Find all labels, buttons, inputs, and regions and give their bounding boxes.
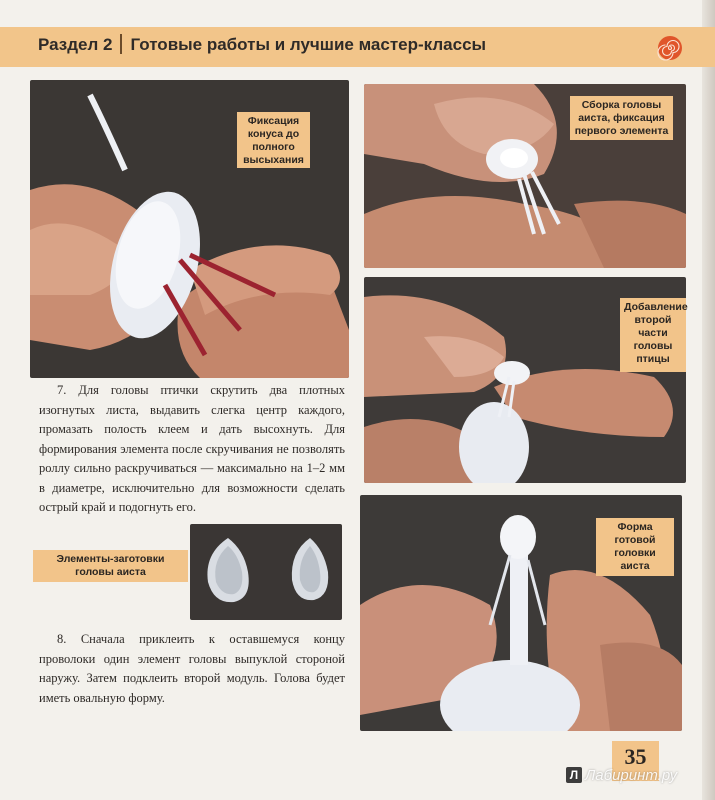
watermark	[566, 767, 677, 784]
watermark-logo-icon: Л	[566, 767, 582, 783]
photo-head-blanks	[190, 524, 342, 620]
paragraph-step-7-text: 7. Для головы птички скрутить два плотных изогнутых листа, выдавить слегка центр каждого, промазать полость клеем и дать высохнуть. Для формирования элемента после скручивания не позволять роллу сильно раскручиваться — максимально на 1–2 мм в диаметре, исключительно для возможности сделать острый край и подогнуть его.	[39, 383, 345, 514]
watermark-text: Лабиринт.ру	[585, 767, 678, 784]
section-label: Раздел 2	[38, 35, 113, 54]
caption-cone-fixation: Фиксация конуса до полного высыхания	[237, 112, 310, 168]
paragraph-step-8-text: 8. Сначала приклеить к оставшемуся концу проволоки один элемент головы выпуклой стороной наружу. Затем подклеить второй модуль. Голова будет иметь овальную форму.	[39, 632, 345, 705]
running-header	[38, 34, 486, 55]
paragraph-step-8	[39, 630, 345, 708]
page-number: 35	[624, 744, 647, 769]
page-edge-shadow	[702, 0, 715, 800]
header-divider	[120, 34, 122, 54]
caption-head-blanks: Элементы-заготовки головы аиста	[33, 550, 188, 582]
paragraph-step-7	[39, 381, 345, 518]
spiral-icon	[657, 35, 683, 61]
caption-head-assembly: Сборка головы аиста, фиксация первого элемента	[570, 96, 673, 140]
section-title: Готовые работы и лучшие мастер-классы	[130, 35, 487, 54]
caption-second-head-part: Добавление второй части головы птицы	[620, 298, 686, 372]
caption-finished-head: Форма готовой головки аиста	[596, 518, 674, 576]
